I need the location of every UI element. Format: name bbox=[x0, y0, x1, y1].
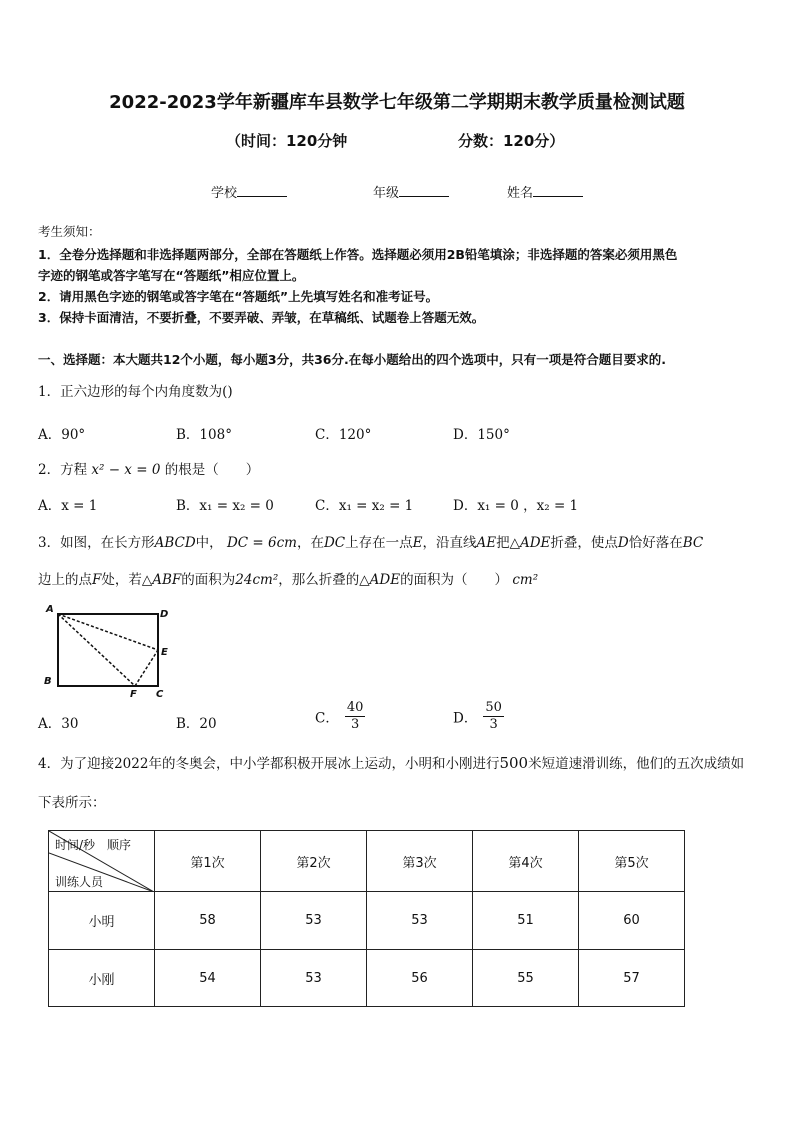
q3-option-a[interactable]: A．30 bbox=[38, 716, 79, 732]
notice-line-1a: 1．全卷分选择题和非选择题两部分，全部在答题纸上作答。选择题必须用2B铅笔填涂；非选择题的答案必须用黑色 bbox=[38, 247, 678, 262]
page-title: 2022-2023学年新疆库车县数学七年级第二学期期末教学质量检测试题 bbox=[109, 92, 685, 113]
header-cell: 第2次 bbox=[261, 831, 367, 892]
question-3-line-1: 3．如图，在长方形ABCD中， DC = 6cm，在DC上存在一点E，沿直线AE把△ADE折叠，使点D恰好落在BC bbox=[38, 535, 704, 551]
question-4-line-2: 下表所示： bbox=[38, 795, 106, 811]
section-heading: 一、选择题：本大题共12个小题，每小题3分，共36分.在每小题给出的四个选项中，只有一项是符合题目要求的. bbox=[38, 352, 666, 367]
q1-option-b[interactable]: B．108° bbox=[176, 427, 232, 443]
fraction: $\frac{40}{3}$ bbox=[346, 700, 364, 732]
q2-option-d[interactable]: D．x₁ = 0 ，x₂ = 1 bbox=[453, 498, 579, 514]
table-header-row bbox=[49, 831, 685, 892]
notice-line-1b: 字迹的钢笔或答字笔写在“答题纸”相应位置上。 bbox=[38, 268, 305, 283]
label-c: C bbox=[156, 689, 164, 700]
header-cell: 第4次 bbox=[473, 831, 579, 892]
exam-score: 分数：120分） bbox=[458, 132, 565, 150]
q3-option-d[interactable]: D． $\frac{50}{3}$ bbox=[453, 700, 502, 732]
notice-line-2: 2．请用黑色字迹的钢笔或答字笔在“答题纸”上先填写姓名和准考证号。 bbox=[38, 289, 439, 304]
table-cell: 53 bbox=[367, 892, 473, 950]
school-label: 学校 bbox=[211, 186, 238, 201]
question-1: 1．正六边形的每个内角度数为() bbox=[38, 384, 233, 400]
notice-heading: 考生须知： bbox=[38, 224, 101, 239]
table-cell: 58 bbox=[155, 892, 261, 950]
table-cell: 51 bbox=[473, 892, 579, 950]
fraction: $\frac{50}{3}$ bbox=[485, 700, 502, 732]
table-cell: 56 bbox=[367, 950, 473, 1007]
school-blank[interactable] bbox=[237, 184, 287, 197]
school-field bbox=[211, 182, 287, 201]
score-table bbox=[48, 830, 685, 1007]
header-cell: 第1次 bbox=[155, 831, 261, 892]
grade-field bbox=[373, 182, 449, 201]
q3-option-c[interactable]: C． $\frac{40}{3}$ bbox=[315, 700, 364, 732]
name-label: 姓名 bbox=[507, 186, 534, 201]
header-cell: 第5次 bbox=[579, 831, 685, 892]
corner-top-label: 时间/秒 顺序 bbox=[55, 838, 132, 852]
label-e: E bbox=[161, 647, 168, 658]
table-row bbox=[49, 892, 685, 950]
fold-line-ae bbox=[58, 614, 158, 650]
table-cell: 60 bbox=[579, 892, 685, 950]
q2-equation: x² − x = 0 bbox=[91, 462, 161, 478]
line-fe bbox=[135, 650, 158, 686]
row-name: 小明 bbox=[49, 892, 155, 950]
question-3-line-2: 边上的点F处，若△ABF的面积为24cm²，那么折叠的△ADE的面积为（ ） cm² bbox=[38, 572, 539, 588]
exam-time: （时间：120分钟 bbox=[226, 132, 348, 150]
q2-option-c[interactable]: C．x₁ = x₂ = 1 bbox=[315, 498, 414, 514]
corner-bottom-label: 训练人员 bbox=[55, 875, 104, 889]
table-row bbox=[49, 950, 685, 1007]
q3-option-b[interactable]: B．20 bbox=[176, 716, 217, 732]
label-a: A bbox=[46, 604, 54, 615]
q2-option-a[interactable]: A．x = 1 bbox=[38, 498, 98, 514]
table-cell: 53 bbox=[261, 892, 367, 950]
question-4-line-1: 4．为了迎接2022年的冬奥会，中小学都积极开展冰上运动，小明和小刚进行500米短道速滑训练，他们的五次成绩如 bbox=[38, 754, 745, 772]
name-blank[interactable] bbox=[533, 184, 583, 197]
label-f: F bbox=[130, 689, 137, 700]
q1-option-a[interactable]: A．90° bbox=[38, 427, 86, 443]
grade-blank[interactable] bbox=[399, 184, 449, 197]
table-corner-cell bbox=[49, 831, 155, 892]
table-cell: 54 bbox=[155, 950, 261, 1007]
label-d: D bbox=[160, 609, 169, 620]
grade-label: 年级 bbox=[373, 186, 400, 201]
question-2: 2．方程 x² − x = 0 的根是（ ） bbox=[38, 462, 260, 478]
notice-line-3: 3．保持卡面清洁，不要折叠，不要弄破、弄皱，在草稿纸、试题卷上答题无效。 bbox=[38, 310, 485, 325]
rectangle-abcd bbox=[58, 614, 158, 686]
label-b: B bbox=[44, 676, 52, 687]
q1-option-d[interactable]: D．150° bbox=[453, 427, 510, 443]
q3-figure bbox=[38, 600, 178, 700]
q1-option-c[interactable]: C．120° bbox=[315, 427, 372, 443]
table-cell: 57 bbox=[579, 950, 685, 1007]
header-cell: 第3次 bbox=[367, 831, 473, 892]
table-cell: 55 bbox=[473, 950, 579, 1007]
name-field bbox=[507, 182, 583, 201]
row-name: 小刚 bbox=[49, 950, 155, 1007]
line-af bbox=[58, 614, 135, 686]
q2-option-b[interactable]: B．x₁ = x₂ = 0 bbox=[176, 498, 274, 514]
table-cell: 53 bbox=[261, 950, 367, 1007]
